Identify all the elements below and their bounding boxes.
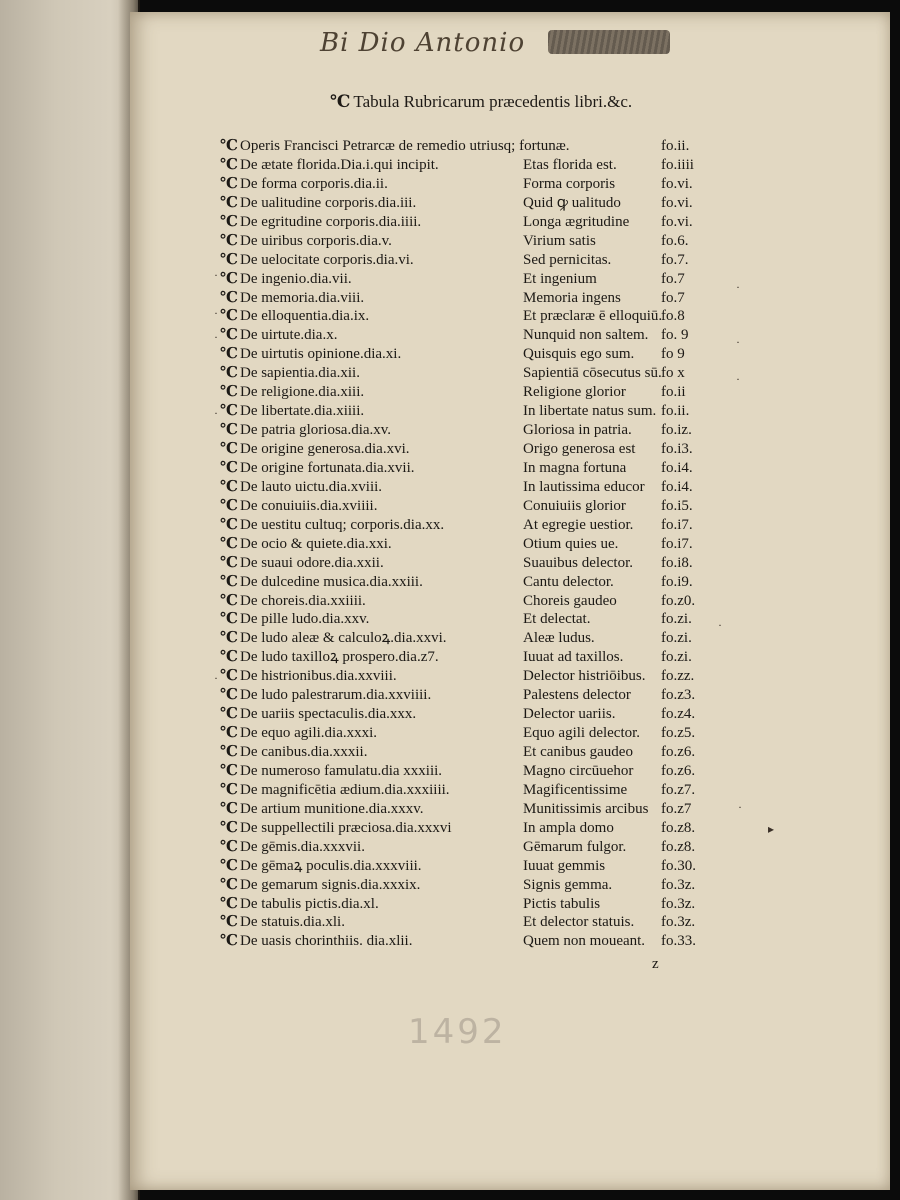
rubric-title-text: De conuiuiis.dia.xviiii. bbox=[239, 497, 378, 514]
rubric-title bbox=[220, 876, 420, 895]
rubric-title-text: De equo agili.dia.xxxi. bbox=[239, 725, 378, 742]
rubric-title bbox=[220, 383, 364, 402]
rubric-title-text: De artium munitione.dia.xxxv. bbox=[239, 800, 424, 817]
rubric-incipit: Palestens delector bbox=[523, 687, 631, 704]
rubric-folio: fo x bbox=[661, 365, 685, 382]
rubric-folio: fo.zz. bbox=[661, 668, 695, 685]
pilcrow-mark: ℃ bbox=[220, 327, 238, 344]
rubric-folio: fo.iiii bbox=[661, 156, 694, 173]
rubric-title-text: De ingenio.dia.vii. bbox=[239, 270, 352, 287]
pilcrow-mark: ℃ bbox=[220, 592, 238, 609]
table-row bbox=[220, 289, 720, 308]
rubric-title bbox=[220, 743, 367, 762]
rubric-incipit: Et præclaræ ē elloquiū. bbox=[523, 308, 663, 325]
rubric-incipit: Iuuat ad taxillos. bbox=[523, 649, 624, 666]
rubric-title-text: De religione.dia.xiii. bbox=[239, 384, 365, 401]
pilcrow-mark: ℃ bbox=[220, 535, 238, 552]
rubric-title-text: De uirtute.dia.x. bbox=[239, 327, 338, 344]
rubric-folio: fo.z6. bbox=[661, 744, 696, 760]
rubric-incipit: Choreis gaudeo bbox=[523, 592, 617, 609]
pilcrow-mark: ℃ bbox=[220, 365, 238, 382]
rubric-incipit: Cantu delector. bbox=[523, 573, 614, 590]
table-row bbox=[220, 478, 720, 497]
rubric-incipit: Suauibus delector. bbox=[523, 554, 633, 571]
rubric-folio: fo.z4. bbox=[661, 706, 696, 723]
rubric-title-text: De memoria.dia.viii. bbox=[239, 289, 365, 306]
pilcrow-mark: ℃ bbox=[220, 573, 238, 590]
pilcrow-mark: ℃ bbox=[220, 914, 238, 931]
rubric-title bbox=[220, 819, 452, 838]
table-row bbox=[220, 421, 720, 440]
table-row bbox=[220, 724, 720, 743]
rubric-folio: fo.z5. bbox=[661, 725, 696, 742]
pilcrow-mark: ℃ bbox=[220, 687, 238, 704]
pilcrow-mark: ℃ bbox=[220, 611, 238, 628]
table-row bbox=[220, 781, 720, 800]
rubric-title bbox=[220, 535, 392, 554]
rubric-folio: fo.iz. bbox=[661, 422, 692, 439]
pilcrow-mark: ℃ bbox=[220, 175, 238, 192]
rubric-title bbox=[220, 307, 369, 326]
rubric-incipit: Delector uariis. bbox=[523, 706, 616, 723]
pilcrow-mark: ℃ bbox=[220, 516, 238, 533]
table-row bbox=[220, 383, 720, 402]
rubric-title bbox=[220, 573, 423, 592]
pilcrow-mark: ℃ bbox=[220, 497, 238, 514]
table-row bbox=[220, 213, 720, 232]
rubric-title-text: De pille ludo.dia.xxv. bbox=[239, 611, 370, 628]
rubric-folio: fo.i3. bbox=[661, 441, 693, 457]
table-row bbox=[220, 573, 720, 592]
rubric-incipit: Et delector statuis. bbox=[523, 914, 635, 931]
table-row bbox=[220, 592, 720, 611]
pilcrow-mark: ℃ bbox=[220, 308, 238, 325]
rubric-title bbox=[220, 175, 388, 194]
table-row bbox=[220, 232, 720, 251]
rubric-folio: fo.ii. bbox=[661, 403, 690, 420]
pilcrow-mark: ℃ bbox=[330, 92, 351, 111]
rubric-folio: fo.z7. bbox=[661, 781, 696, 798]
rubric-folio: fo.7 bbox=[661, 289, 685, 306]
rubric-incipit: Virium satis bbox=[523, 232, 596, 249]
rubric-title bbox=[220, 592, 366, 611]
table-row bbox=[220, 610, 720, 629]
margin-dot: · bbox=[214, 306, 218, 320]
rubric-title-text: De lauto uictu.dia.xviii. bbox=[239, 478, 383, 495]
rubric-folio: fo.zi. bbox=[661, 630, 692, 647]
table-row bbox=[220, 648, 720, 667]
rubric-title bbox=[220, 686, 431, 705]
rubric-incipit: Memoria ingens bbox=[523, 289, 621, 306]
signature-mark: z bbox=[652, 956, 659, 972]
pilcrow-mark: ℃ bbox=[220, 422, 238, 439]
rubric-folio: fo.vi. bbox=[661, 175, 693, 192]
rubric-title-text: De tabulis pictis.dia.xl. bbox=[239, 895, 379, 912]
margin-dot: · bbox=[736, 280, 740, 294]
rubric-title-text: De canibus.dia.xxxii. bbox=[239, 744, 368, 760]
pilcrow-mark: ℃ bbox=[220, 232, 238, 249]
table-row bbox=[220, 705, 720, 724]
margin-dot: · bbox=[738, 800, 742, 814]
rubric-title bbox=[220, 270, 352, 289]
pilcrow-mark: ℃ bbox=[220, 781, 238, 798]
table-row bbox=[220, 270, 720, 289]
rubric-title-text: De libertate.dia.xiiii. bbox=[239, 403, 365, 420]
rubric-incipit: Gēmarum fulgor. bbox=[523, 838, 627, 855]
rubric-title bbox=[220, 800, 424, 819]
rubric-title bbox=[220, 913, 345, 932]
rubric-title bbox=[220, 402, 364, 421]
rubric-title-text: De sapientia.dia.xii. bbox=[239, 365, 360, 382]
rubric-title bbox=[220, 629, 447, 648]
rubric-title bbox=[220, 516, 444, 535]
pilcrow-mark: ℃ bbox=[220, 384, 238, 401]
rubric-title-text: Operis Francisci Petrarcæ de remedio utriusq; fortunæ. bbox=[239, 138, 570, 154]
rubric-folio: fo.8 bbox=[661, 308, 685, 325]
table-row bbox=[220, 743, 720, 762]
pilcrow-mark: ℃ bbox=[220, 762, 238, 779]
rubric-incipit: Nunquid non saltem. bbox=[523, 327, 649, 344]
rubric-title-text: De statuis.dia.xli. bbox=[239, 914, 345, 931]
rubric-title bbox=[220, 213, 421, 232]
pilcrow-mark: ℃ bbox=[220, 725, 238, 742]
rubric-folio: fo 9 bbox=[661, 346, 685, 363]
pilcrow-mark: ℃ bbox=[220, 668, 238, 685]
pilcrow-mark: ℃ bbox=[220, 441, 238, 457]
rubric-folio: fo.vi. bbox=[661, 213, 693, 230]
rubric-incipit: At egregie uestior. bbox=[523, 516, 634, 533]
pilcrow-mark: ℃ bbox=[220, 554, 238, 571]
rubric-title bbox=[220, 194, 416, 213]
rubric-folio: fo. 9 bbox=[661, 327, 689, 344]
rubric-title bbox=[220, 932, 412, 951]
pencil-annotation: 1492 bbox=[408, 1012, 507, 1052]
rubric-title bbox=[220, 667, 397, 686]
rubric-title-text: De ludo palestrarum.dia.xxviiii. bbox=[239, 687, 432, 704]
rubric-incipit: Munitissimis arcibus bbox=[523, 800, 649, 817]
pilcrow-mark: ℃ bbox=[220, 138, 238, 154]
table-row bbox=[220, 175, 720, 194]
rubric-title bbox=[220, 610, 369, 629]
rubric-incipit: Et ingenium bbox=[523, 270, 597, 287]
rubric-title-text: De uasis chorinthiis. dia.xlii. bbox=[239, 933, 413, 950]
rubric-incipit: Sapientiā cōsecutus sū. bbox=[523, 365, 662, 382]
table-row bbox=[220, 497, 720, 516]
rubric-folio: fo.ii bbox=[661, 384, 686, 401]
rubric-title bbox=[220, 440, 410, 459]
rubric-title-text: De gēmaꝝ poculis.dia.xxxviii. bbox=[239, 857, 422, 874]
table-row bbox=[220, 156, 720, 175]
rubric-incipit: Aleæ ludus. bbox=[523, 630, 595, 647]
margin-dot: · bbox=[736, 372, 740, 386]
rubric-incipit: Quem non moueant. bbox=[523, 933, 646, 950]
rubric-folio: fo.z7 bbox=[661, 800, 692, 817]
rubric-folio: fo.3z. bbox=[661, 914, 696, 931]
rubric-incipit: Et delectat. bbox=[523, 611, 591, 628]
rubric-folio: fo.i4. bbox=[661, 459, 693, 476]
rubric-incipit: Magno circūuehor bbox=[523, 762, 634, 779]
rubric-table bbox=[220, 137, 720, 951]
rubric-folio: fo.6. bbox=[661, 232, 689, 249]
table-row bbox=[220, 857, 720, 876]
rubric-incipit: Origo generosa est bbox=[523, 441, 636, 457]
rubric-incipit: Longa ægritudine bbox=[523, 213, 630, 230]
rubric-title-text: De egritudine corporis.dia.iiii. bbox=[239, 213, 422, 230]
rubric-folio: fo.z6. bbox=[661, 762, 696, 779]
rubric-folio: fo.vi. bbox=[661, 194, 693, 211]
pilcrow-mark: ℃ bbox=[220, 933, 238, 950]
margin-dot: · bbox=[214, 268, 218, 282]
rubric-title-text: De ocio & quiete.dia.xxi. bbox=[239, 535, 392, 552]
pilcrow-mark: ℃ bbox=[220, 819, 238, 836]
rubric-incipit: Et canibus gaudeo bbox=[523, 744, 633, 760]
rubric-title-text: De gēmis.dia.xxxvii. bbox=[239, 838, 365, 855]
table-row bbox=[220, 800, 720, 819]
rubric-incipit: Magificentissime bbox=[523, 781, 628, 798]
rubric-incipit: Sed pernicitas. bbox=[523, 251, 612, 268]
pilcrow-mark: ℃ bbox=[220, 630, 238, 647]
table-row bbox=[220, 686, 720, 705]
rubric-title-text: De gemarum signis.dia.xxxix. bbox=[239, 876, 421, 893]
rubric-title-text: De patria gloriosa.dia.xv. bbox=[239, 422, 392, 439]
pilcrow-mark: ℃ bbox=[220, 876, 238, 893]
rubric-incipit: In magna fortuna bbox=[523, 459, 627, 476]
pilcrow-mark: ℃ bbox=[220, 744, 238, 760]
rubric-title-text: De ætate florida.Dia.i.qui incipit. bbox=[239, 156, 439, 173]
rubric-folio: fo.ii. bbox=[661, 138, 690, 154]
pilcrow-mark: ℃ bbox=[220, 270, 238, 287]
pilcrow-mark: ℃ bbox=[220, 895, 238, 912]
pilcrow-mark: ℃ bbox=[220, 289, 238, 306]
rubric-title bbox=[220, 762, 442, 781]
table-row bbox=[220, 819, 720, 838]
rubric-folio: fo.3z. bbox=[661, 876, 696, 893]
page-heading bbox=[330, 89, 690, 115]
rubric-folio: fo.zi. bbox=[661, 649, 692, 666]
pilcrow-mark: ℃ bbox=[220, 838, 238, 855]
rubric-title bbox=[220, 156, 439, 175]
table-row bbox=[220, 251, 720, 270]
rubric-title-text: De dulcedine musica.dia.xxiii. bbox=[239, 573, 423, 590]
margin-arrow: ▸ bbox=[768, 822, 775, 836]
rubric-title bbox=[220, 345, 401, 364]
rubric-title bbox=[220, 459, 415, 478]
rubric-folio: fo.i5. bbox=[661, 497, 693, 514]
rubric-folio: fo.i4. bbox=[661, 478, 693, 495]
margin-dot: · bbox=[214, 406, 218, 420]
pilcrow-mark: ℃ bbox=[220, 251, 238, 268]
rubric-title-text: De origine fortunata.dia.xvii. bbox=[239, 459, 415, 476]
pilcrow-mark: ℃ bbox=[220, 649, 238, 666]
table-row bbox=[220, 402, 720, 421]
rubric-incipit: Religione glorior bbox=[523, 384, 626, 401]
margin-dot: · bbox=[214, 330, 218, 344]
rubric-title bbox=[220, 232, 392, 251]
rubric-incipit: In ampla domo bbox=[523, 819, 614, 836]
rubric-title bbox=[220, 364, 360, 383]
rubric-title bbox=[220, 781, 450, 800]
rubric-folio: fo.z8. bbox=[661, 819, 696, 836]
rubric-incipit: Otium quies ue. bbox=[523, 535, 619, 552]
table-row bbox=[220, 194, 720, 213]
pilcrow-mark: ℃ bbox=[220, 156, 238, 173]
rubric-folio: fo.3z. bbox=[661, 895, 696, 912]
rubric-title bbox=[220, 554, 384, 573]
rubric-incipit: Conuiuiis glorior bbox=[523, 497, 626, 514]
rubric-folio: fo.33. bbox=[661, 933, 696, 950]
rubric-title bbox=[220, 838, 365, 857]
rubric-title bbox=[220, 137, 570, 156]
rubric-title-text: De suaui odore.dia.xxii. bbox=[239, 554, 384, 571]
rubric-folio: fo.i8. bbox=[661, 554, 693, 571]
rubric-title bbox=[220, 724, 377, 743]
rubric-title-text: De uariis spectaculis.dia.xxx. bbox=[239, 706, 417, 723]
table-row bbox=[220, 364, 720, 383]
pilcrow-mark: ℃ bbox=[220, 346, 238, 363]
rubric-title-text: De ludo taxilloꝝ prospero.dia.z7. bbox=[239, 649, 439, 666]
rubric-title bbox=[220, 478, 382, 497]
rubric-incipit: In libertate natus sum. bbox=[523, 403, 657, 420]
margin-dot: · bbox=[736, 335, 740, 349]
rubric-folio: fo.i7. bbox=[661, 535, 693, 552]
rubric-title bbox=[220, 497, 377, 516]
rubric-title bbox=[220, 895, 379, 914]
rubric-title bbox=[220, 857, 422, 876]
ink-scribble bbox=[548, 30, 670, 54]
rubric-folio: fo.z8. bbox=[661, 838, 696, 855]
rubric-incipit: Gloriosa in patria. bbox=[523, 422, 632, 439]
pilcrow-mark: ℃ bbox=[220, 403, 238, 420]
pilcrow-mark: ℃ bbox=[220, 478, 238, 495]
pilcrow-mark: ℃ bbox=[220, 194, 238, 211]
table-row bbox=[220, 913, 720, 932]
rubric-title-text: De uirtutis opinione.dia.xi. bbox=[239, 346, 402, 363]
rubric-incipit: Quisquis ego sum. bbox=[523, 346, 635, 363]
rubric-folio: fo.zi. bbox=[661, 611, 692, 628]
rubric-folio: fo.7. bbox=[661, 251, 689, 268]
table-row bbox=[220, 440, 720, 459]
rubric-title-text: De numeroso famulatu.dia xxxiii. bbox=[239, 762, 443, 779]
rubric-folio: fo.z3. bbox=[661, 687, 696, 704]
heading-text: Tabula Rubricarum præcedentis libri.&c. bbox=[353, 92, 633, 111]
rubric-title bbox=[220, 326, 337, 345]
margin-dot: · bbox=[718, 618, 722, 632]
rubric-title-text: De choreis.dia.xxiiii. bbox=[239, 592, 366, 609]
rubric-folio: fo.z0. bbox=[661, 592, 696, 609]
rubric-title bbox=[220, 251, 414, 270]
rubric-folio: fo.i7. bbox=[661, 516, 693, 533]
rubric-title-text: De uestitu cultuq; corporis.dia.xx. bbox=[239, 516, 445, 533]
handwritten-inscription: Bi Dio Antonio bbox=[320, 28, 526, 58]
rubric-title-text: De ualitudine corporis.dia.iii. bbox=[239, 194, 417, 211]
table-row bbox=[220, 535, 720, 554]
table-row bbox=[220, 876, 720, 895]
rubric-folio: fo.30. bbox=[661, 857, 696, 874]
rubric-incipit: Forma corporis bbox=[523, 175, 616, 192]
rubric-title-text: De forma corporis.dia.ii. bbox=[239, 175, 388, 192]
rubric-title bbox=[220, 289, 364, 308]
rubric-title-text: De uelocitate corporis.dia.vi. bbox=[239, 251, 414, 268]
rubric-title-text: De origine generosa.dia.xvi. bbox=[239, 441, 410, 457]
table-row bbox=[220, 459, 720, 478]
pilcrow-mark: ℃ bbox=[220, 800, 238, 817]
margin-dot: · bbox=[214, 671, 218, 685]
table-row bbox=[220, 326, 720, 345]
rubric-incipit: Signis gemma. bbox=[523, 876, 613, 893]
rubric-incipit: Equo agili delector. bbox=[523, 725, 641, 742]
rubric-incipit: Delector histriōibus. bbox=[523, 668, 646, 685]
rubric-title-text: De ludo aleæ & calculoꝝ.dia.xxvi. bbox=[239, 630, 447, 647]
rubric-incipit: Pictis tabulis bbox=[523, 895, 601, 912]
table-row bbox=[220, 554, 720, 573]
rubric-title-text: De histrionibus.dia.xxviii. bbox=[239, 668, 397, 685]
table-row bbox=[220, 932, 720, 951]
rubric-title bbox=[220, 648, 439, 667]
table-row bbox=[220, 838, 720, 857]
table-row bbox=[220, 629, 720, 648]
rubric-title bbox=[220, 421, 391, 440]
table-row bbox=[220, 762, 720, 781]
rubric-title-text: De uiribus corporis.dia.v. bbox=[239, 232, 392, 249]
rubric-folio: fo.7 bbox=[661, 270, 685, 287]
table-row bbox=[220, 667, 720, 686]
table-row bbox=[220, 895, 720, 914]
table-row bbox=[220, 345, 720, 364]
rubric-incipit: Quid ꝙ ualitudo bbox=[523, 194, 621, 211]
pilcrow-mark: ℃ bbox=[220, 459, 238, 476]
rubric-title-text: De suppellectili præciosa.dia.xxxvi bbox=[239, 819, 452, 836]
rubric-incipit: Iuuat gemmis bbox=[523, 857, 606, 874]
table-row bbox=[220, 137, 720, 156]
rubric-incipit: Etas florida est. bbox=[523, 156, 617, 173]
rubric-title bbox=[220, 705, 416, 724]
rubric-title-text: De elloquentia.dia.ix. bbox=[239, 308, 370, 325]
rubric-folio: fo.i9. bbox=[661, 573, 693, 590]
pilcrow-mark: ℃ bbox=[220, 213, 238, 230]
rubric-title-text: De magnificētia ædium.dia.xxxiiii. bbox=[239, 781, 450, 798]
table-row bbox=[220, 516, 720, 535]
rubric-incipit: In lautissima educor bbox=[523, 478, 645, 495]
pilcrow-mark: ℃ bbox=[220, 857, 238, 874]
pilcrow-mark: ℃ bbox=[220, 706, 238, 723]
table-row bbox=[220, 307, 720, 326]
